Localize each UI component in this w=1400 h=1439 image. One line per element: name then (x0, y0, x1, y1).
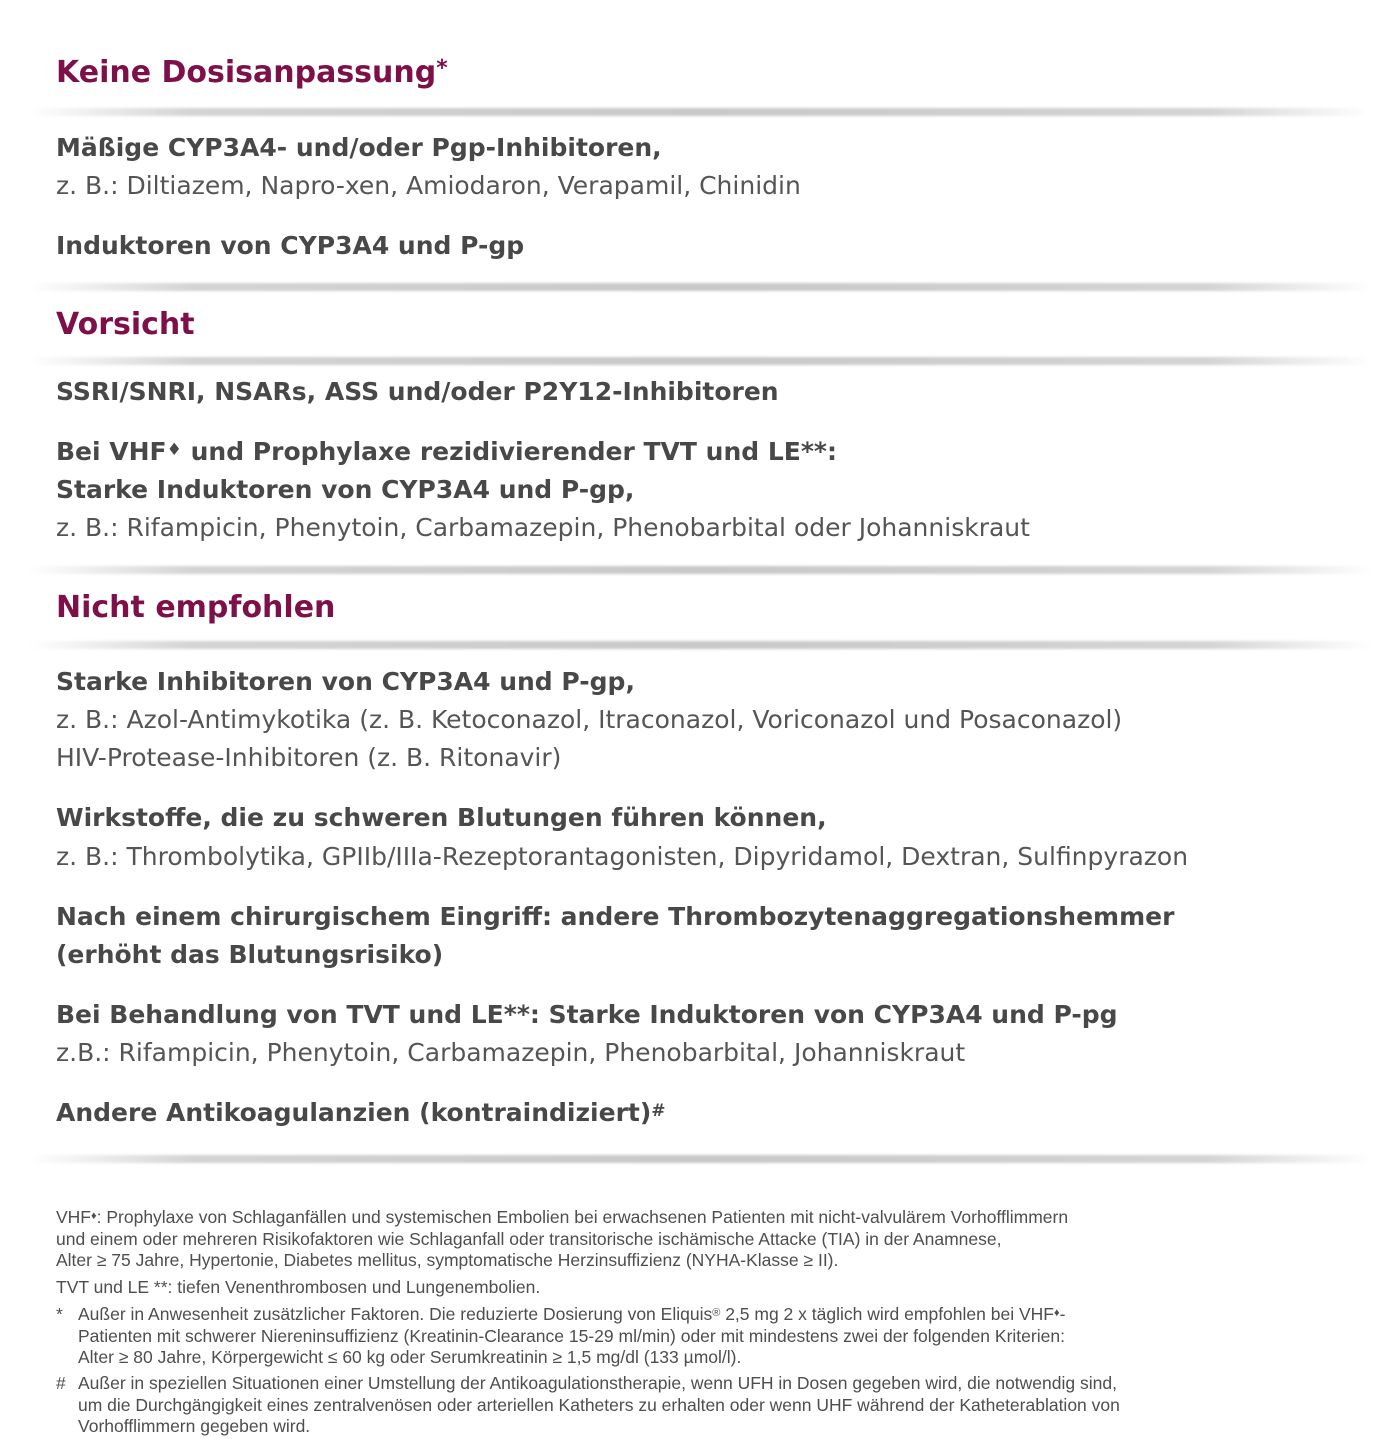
heading-text: Keine Dosisanpassung (56, 55, 437, 90)
footnote-vhf (56, 1207, 1068, 1272)
footnote-text: - (1059, 1304, 1066, 1324)
item-line: z. B.: Azol-Antimykotika (z. B. Ketoconazol, Itraconazol, Voriconazol und Posaconazol) (56, 705, 1123, 734)
footnote-star (56, 1304, 1065, 1369)
footnote-mark: ♦ (91, 1210, 97, 1222)
item-line: z.B.: Rifampicin, Phenytoin, Carbamazepin, Phenobarbital, Johanniskraut (56, 1038, 966, 1067)
footnote-hash (56, 1373, 1120, 1438)
footnote-mark: # (56, 1373, 66, 1393)
section-divider (28, 1155, 1372, 1163)
footnote-line: Patienten mit schwerer Niereninsuffizienz (Kreatinin-Clearance 15-29 ml/min) oder mit mindestens zwei der folgenden Kriterien: (78, 1325, 1065, 1346)
footnote-line (56, 1207, 1068, 1229)
item-line: Mäßige CYP3A4- und/oder Pgp-Inhibitoren, (56, 133, 662, 162)
footnote-mark: ♦ (1053, 1307, 1060, 1319)
item-line: Starke Inhibitoren von CYP3A4 und P-gp, (56, 667, 635, 696)
item-line: Induktoren von CYP3A4 und P-gp (56, 231, 525, 260)
footnote-tvt: TVT und LE **: tiefen Venenthrombosen und Lungenembolien. (56, 1277, 541, 1297)
item-line: z. B.: Diltiazem, Napro-xen, Amiodaron, Verapamil, Chinidin (56, 171, 801, 200)
section-divider (28, 108, 1372, 116)
item-line: Nach einem chirurgischem Eingriff: andere Thrombozytenaggregationshemmer (56, 902, 1175, 931)
footnote-mark: ♦ (166, 440, 182, 460)
section-divider (28, 283, 1372, 291)
footnote-text: Außer in Anwesenheit zusätzlicher Faktoren. Die reduzierte Dosierung von Eliquis (78, 1304, 713, 1324)
footnote-line (56, 1373, 1120, 1395)
footnote-line: Vorhofflimmern gegeben wird. (78, 1416, 311, 1436)
section-heading-nicht-empfohlen: Nicht empfohlen (56, 590, 336, 625)
line-text: Andere Antikoagulanzien (kontraindiziert) (56, 1098, 652, 1127)
section-heading-vorsicht: Vorsicht (56, 307, 195, 342)
item-line: (erhöht das Blutungsrisiko) (56, 940, 444, 969)
line-text: Bei VHF (56, 437, 167, 466)
footnote-text: : Prophylaxe von Schlaganfällen und systemischen Embolien bei erwachsenen Patienten mit nicht-valvulärem Vorhofflimmern (96, 1207, 1069, 1227)
section-heading-keine-dosisanpassung (56, 55, 448, 91)
footnote-line: und einem oder mehreren Risikofaktoren wie Schlaganfall oder transitorische ischämische Attacke (TIA) in der Anamnese, (56, 1228, 1002, 1249)
footnote-line (56, 1304, 1065, 1326)
line-text: und Prophylaxe rezidivierender TVT und LE**: (181, 437, 837, 466)
item-line: Wirkstoffe, die zu schweren Blutungen führen können, (56, 803, 827, 832)
heading-footnote-mark: * (436, 56, 448, 81)
item-line (56, 433, 837, 471)
footnote-line: Alter ≥ 75 Jahre, Hypertonie, Diabetes mellitus, symptomatische Herzinsuffizienz (NYHA-Klasse ≥ II). (56, 1250, 839, 1270)
item-line (56, 1094, 666, 1132)
item-line: z. B.: Rifampicin, Phenytoin, Carbamazepin, Phenobarbital oder Johanniskraut (56, 513, 1030, 542)
section-divider (28, 357, 1372, 365)
item-line: Bei Behandlung von TVT und LE**: Starke Induktoren von CYP3A4 und P-pg (56, 1000, 1118, 1029)
item-line: SSRI/SNRI, NSARs, ASS und/oder P2Y12-Inhibitoren (56, 377, 779, 406)
section-divider (28, 566, 1372, 574)
item-line: z. B.: Thrombolytika, GPIIb/IIIa-Rezeptorantagonisten, Dipyridamol, Dextran, Sulfinpyrazon (56, 842, 1189, 871)
footnote-mark: * (56, 1304, 63, 1324)
footnote-line: Alter ≥ 80 Jahre, Körpergewicht ≤ 60 kg oder Serumkreatinin ≥ 1,5 mg/dl (133 µmol/l). (78, 1347, 742, 1367)
footnote-label: VHF (56, 1207, 91, 1227)
section-divider (28, 641, 1372, 649)
footnote-line: um die Durchgängigkeit eines zentralvenösen oder arteriellen Katheters zu erhalten oder wenn UHF während der Katheterablation von (78, 1394, 1120, 1415)
item-line: HIV-Protease-Inhibitoren (z. B. Ritonavir) (56, 743, 562, 772)
registered-mark: ® (712, 1307, 721, 1319)
footnote-mark: # (651, 1101, 666, 1121)
footnote-text: Außer in speziellen Situationen einer Umstellung der Antikoagulationstherapie, wenn UFH in Dosen gegeben wird, die notwendig sind, (78, 1373, 1117, 1393)
footnote-text: 2,5 mg 2 x täglich wird empfohlen bei VHF (720, 1304, 1054, 1324)
item-line: Starke Induktoren von CYP3A4 und P-gp, (56, 475, 635, 504)
